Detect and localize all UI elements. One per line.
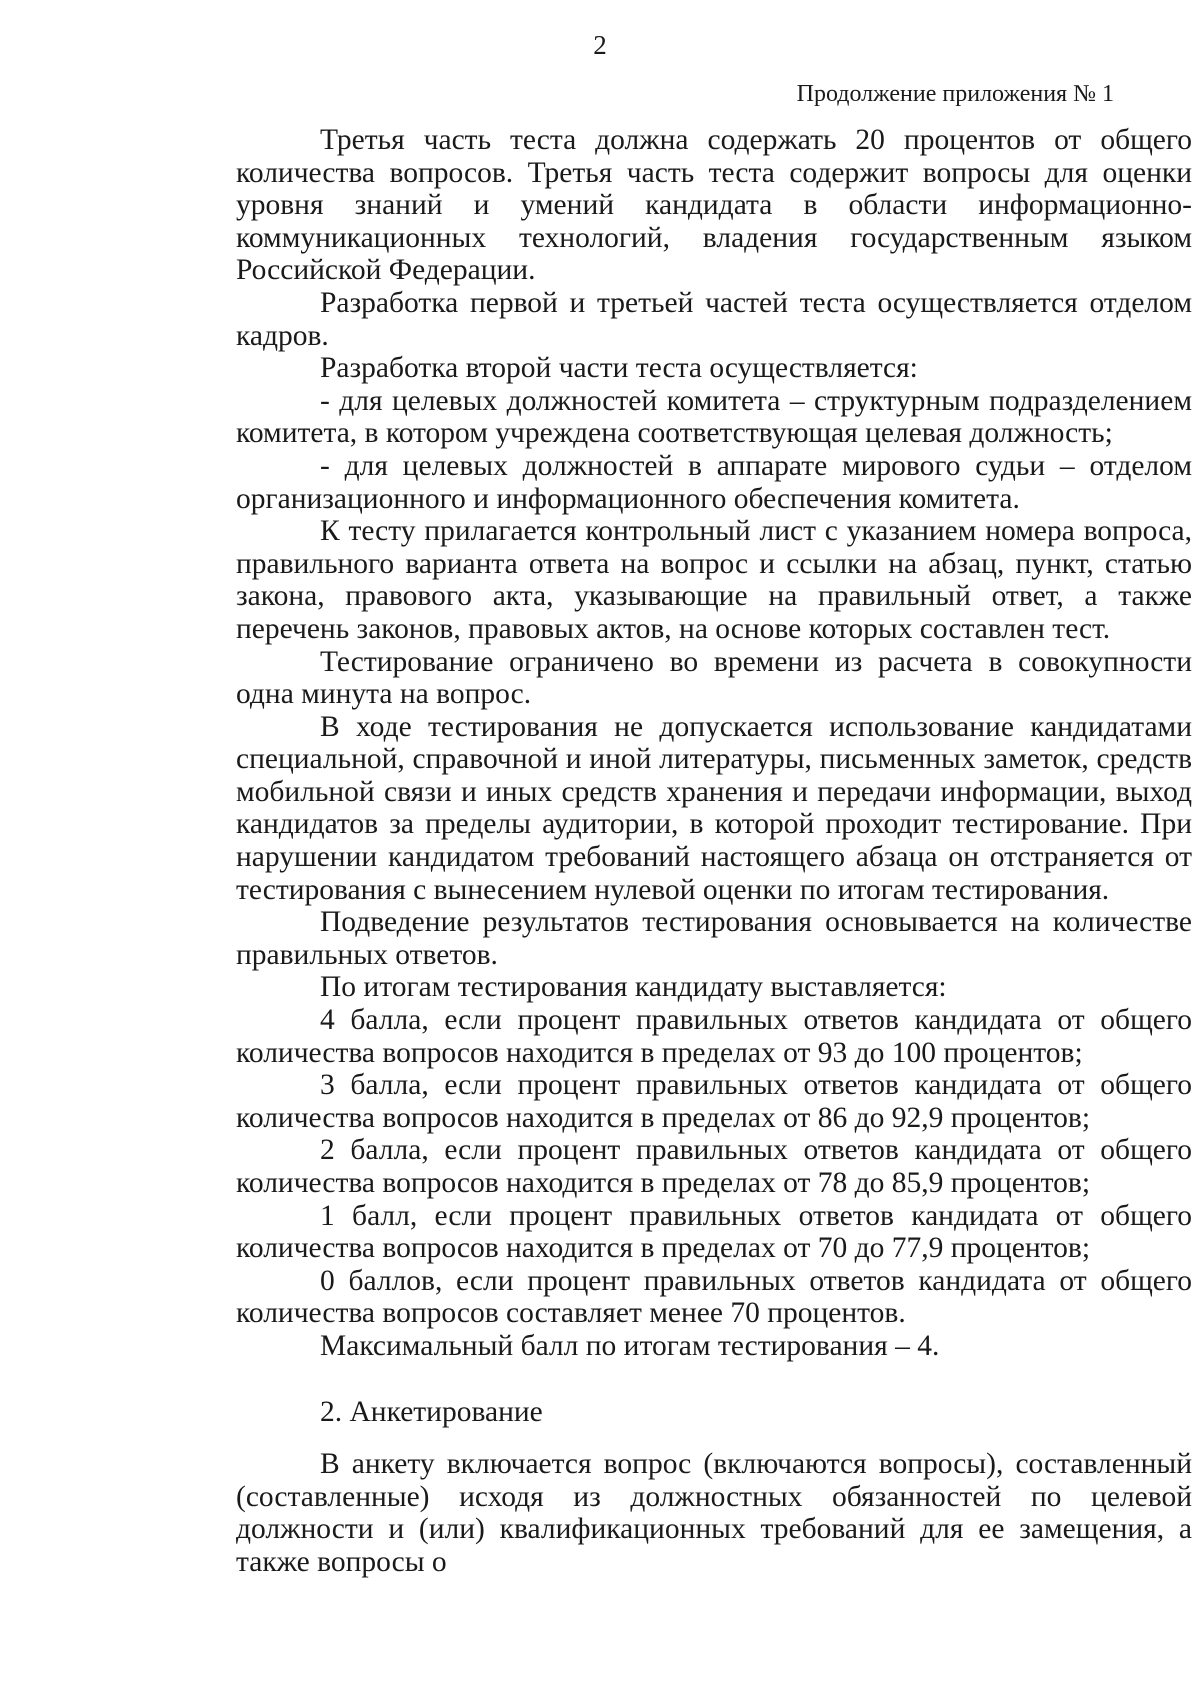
paragraph: Тестирование ограничено во времени из расчета в совокупности одна минута на вопрос.: [236, 645, 1192, 711]
list-item: - для целевых должностей в аппарате мирового судьи – отделом организационного и информационного обеспечения комитета.: [236, 449, 1192, 515]
score-rule: 1 балл, если процент правильных ответов кандидата от общего количества вопросов находится в пределах от 70 до 77,9 процентов;: [236, 1199, 1192, 1265]
score-rule: 4 балла, если процент правильных ответов кандидата от общего количества вопросов находится в пределах от 93 до 100 процентов;: [236, 1004, 1192, 1069]
document-body: [236, 124, 1192, 1579]
paragraph: Максимальный балл по итогам тестирования – 4.: [320, 1329, 940, 1362]
appendix-note: Продолжение приложения № 1: [796, 81, 1114, 107]
paragraph: Разработка первой и третьей частей теста осуществляется отделом кадров.: [236, 286, 1192, 352]
section-heading: 2. Анкетирование: [320, 1395, 543, 1428]
list-item: - для целевых должностей комитета – структурным подразделением комитета, в котором учреждена соответствующая целевая должность;: [236, 384, 1192, 450]
paragraph: В ходе тестирования не допускается использование кандидатами специальной, справочной и иной литературы, письменных заметок, средств мобильной связи и иных средств хранения и передачи информации, выход кандидатов за пределы аудитории, в которой проходит тестирование. При нарушении кандидатом требований настоящего абзаца он отстраняется от тестирования с вынесением нулевой оценки по итогам тестирования.: [236, 710, 1192, 906]
paragraph: Разработка второй части теста осуществляется:: [320, 352, 918, 385]
score-rule: 0 баллов, если процент правильных ответов кандидата от общего количества вопросов составляет менее 70 процентов.: [236, 1264, 1192, 1330]
score-rule: 3 балла, если процент правильных ответов кандидата от общего количества вопросов находится в пределах от 86 до 92,9 процентов;: [236, 1069, 1192, 1134]
paragraph: По итогам тестирования кандидату выставляется:: [320, 971, 947, 1004]
score-rule: 2 балла, если процент правильных ответов кандидата от общего количества вопросов находится в пределах от 78 до 85,9 процентов;: [236, 1134, 1192, 1199]
paragraph: В анкету включается вопрос (включаются вопросы), составленный (составленные) исходя из должностных обязанностей по целевой должности и (или) квалификационных требований для ее замещения, а также вопросы о: [236, 1448, 1192, 1578]
paragraph: Третья часть теста должна содержать 20 процентов от общего количества вопросов. Третья часть теста содержит вопросы для оценки уровня знаний и умений кандидата в области информационно-коммуникационных технологий, владения государственным языком Российской Федерации.: [236, 124, 1192, 287]
paragraph: К тесту прилагается контрольный лист с указанием номера вопроса, правильного варианта ответа на вопрос и ссылки на абзац, пункт, статью закона, правового акта, указывающие на правильный ответ, а также перечень законов, правовых актов, на основе которых составлен тест.: [236, 515, 1192, 645]
page-number: 2: [593, 30, 607, 60]
paragraph: Подведение результатов тестирования основывается на количестве правильных ответов.: [236, 906, 1192, 971]
